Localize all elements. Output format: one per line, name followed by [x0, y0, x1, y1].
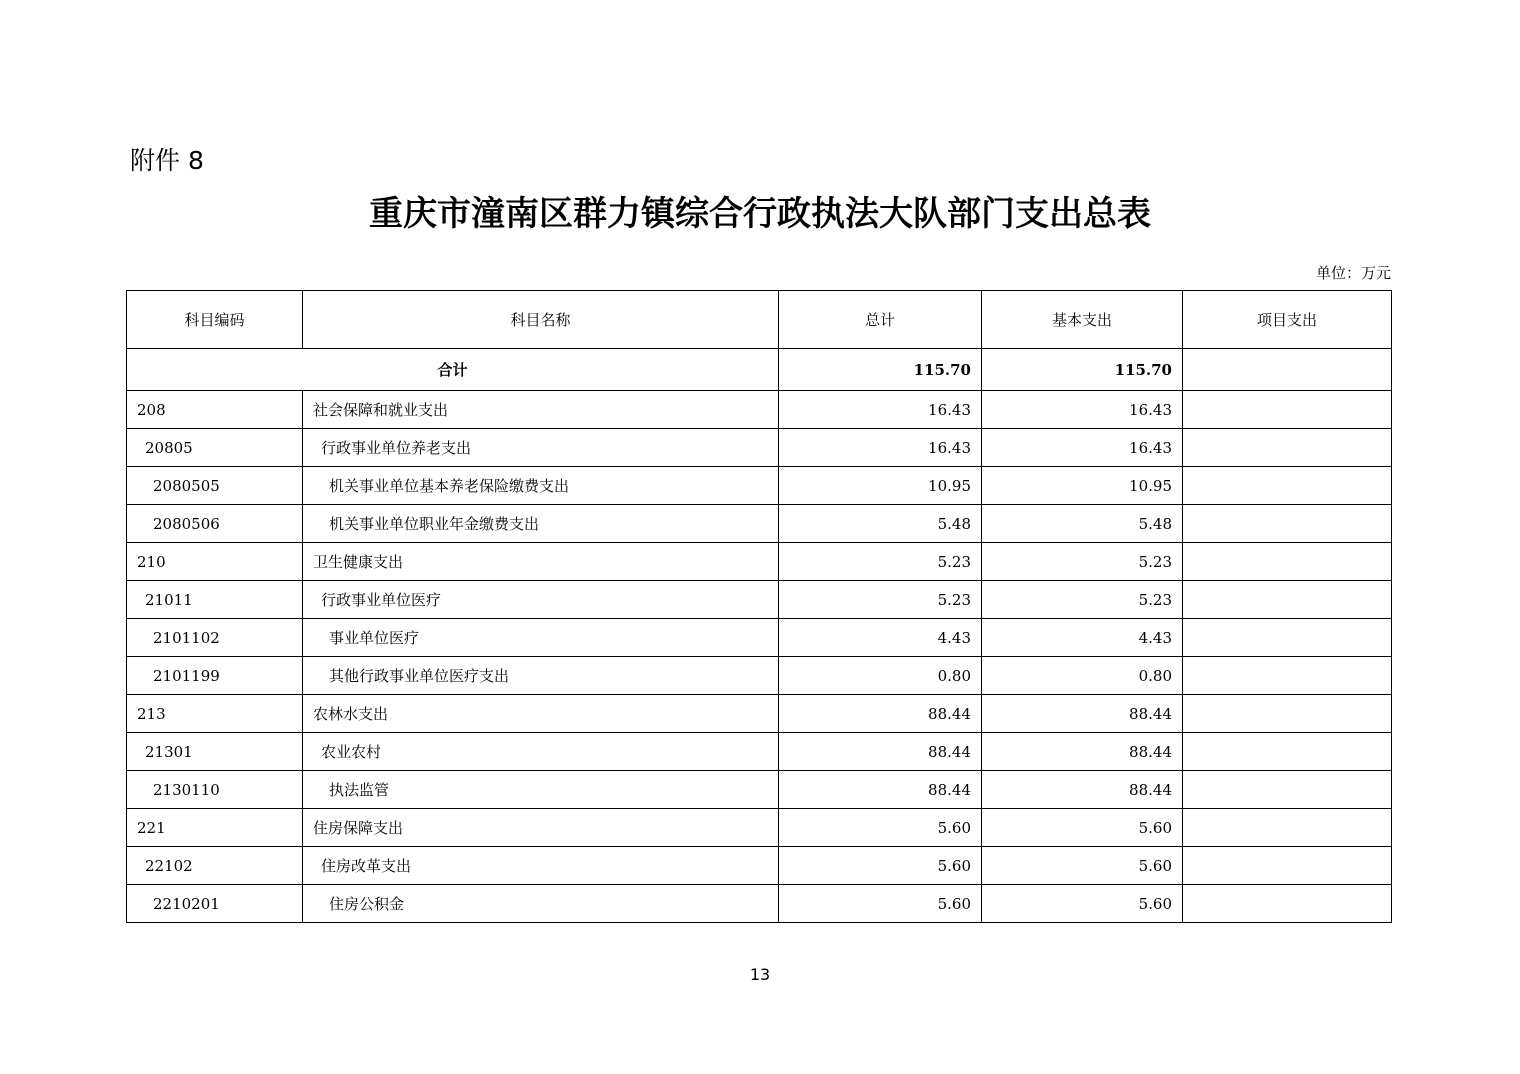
table-row: [127, 847, 1392, 885]
total-amount: 115.70: [779, 349, 982, 391]
cell-project: [1183, 619, 1392, 657]
cell-project: [1183, 847, 1392, 885]
cell-name: 机关事业单位基本养老保险缴费支出: [303, 467, 779, 505]
cell-total: 4.43: [779, 619, 982, 657]
cell-name: 社会保障和就业支出: [303, 391, 779, 429]
page-number: 13: [749, 965, 771, 984]
cell-project: [1183, 695, 1392, 733]
cell-project: [1183, 429, 1392, 467]
cell-name: 住房保障支出: [303, 809, 779, 847]
cell-total: 16.43: [779, 429, 982, 467]
cell-project: [1183, 391, 1392, 429]
cell-basic: 5.23: [982, 543, 1183, 581]
cell-total: 5.23: [779, 543, 982, 581]
cell-basic: 88.44: [982, 771, 1183, 809]
header-total: 总计: [779, 291, 982, 349]
header-project: 项目支出: [1183, 291, 1392, 349]
cell-basic: 5.60: [982, 885, 1183, 923]
cell-basic: 10.95: [982, 467, 1183, 505]
table-row: [127, 695, 1392, 733]
cell-total: 88.44: [779, 771, 982, 809]
cell-total: 5.48: [779, 505, 982, 543]
cell-basic: 5.23: [982, 581, 1183, 619]
cell-total: 5.60: [779, 809, 982, 847]
expense-table: [126, 290, 1392, 923]
cell-name: 农业农村: [303, 733, 779, 771]
cell-basic: 5.60: [982, 809, 1183, 847]
cell-basic: 5.60: [982, 847, 1183, 885]
total-row: [127, 349, 1392, 391]
cell-project: [1183, 733, 1392, 771]
cell-basic: 0.80: [982, 657, 1183, 695]
table-row: [127, 467, 1392, 505]
cell-project: [1183, 771, 1392, 809]
cell-name: 农林水支出: [303, 695, 779, 733]
cell-code: 221: [127, 809, 303, 847]
table-row: [127, 429, 1392, 467]
cell-code: 20805: [127, 429, 303, 467]
cell-code: 2080506: [127, 505, 303, 543]
attachment-label: 附件 8: [130, 146, 204, 175]
cell-code: 2101199: [127, 657, 303, 695]
cell-code: 2210201: [127, 885, 303, 923]
table-row: [127, 885, 1392, 923]
cell-code: 213: [127, 695, 303, 733]
cell-basic: 5.48: [982, 505, 1183, 543]
cell-code: 2101102: [127, 619, 303, 657]
cell-project: [1183, 885, 1392, 923]
cell-total: 5.60: [779, 885, 982, 923]
cell-basic: 88.44: [982, 733, 1183, 771]
cell-name: 住房改革支出: [303, 847, 779, 885]
table-row: [127, 391, 1392, 429]
cell-name: 其他行政事业单位医疗支出: [303, 657, 779, 695]
table-row: [127, 581, 1392, 619]
cell-project: [1183, 467, 1392, 505]
cell-project: [1183, 543, 1392, 581]
cell-code: 2080505: [127, 467, 303, 505]
cell-name: 住房公积金: [303, 885, 779, 923]
cell-basic: 16.43: [982, 391, 1183, 429]
table-row: [127, 543, 1392, 581]
cell-code: 21011: [127, 581, 303, 619]
table-header: [127, 291, 1392, 349]
cell-total: 88.44: [779, 695, 982, 733]
header-row: [127, 291, 1392, 349]
cell-total: 0.80: [779, 657, 982, 695]
cell-name: 卫生健康支出: [303, 543, 779, 581]
cell-code: 210: [127, 543, 303, 581]
unit-label: 单位：万元: [1315, 264, 1391, 282]
header-name: 科目名称: [303, 291, 779, 349]
total-project: [1183, 349, 1392, 391]
table-body: [127, 349, 1392, 923]
header-code: 科目编码: [127, 291, 303, 349]
table-row: [127, 505, 1392, 543]
total-label: 合计: [127, 349, 779, 391]
cell-total: 10.95: [779, 467, 982, 505]
cell-code: 208: [127, 391, 303, 429]
cell-project: [1183, 809, 1392, 847]
cell-total: 88.44: [779, 733, 982, 771]
cell-basic: 88.44: [982, 695, 1183, 733]
cell-total: 16.43: [779, 391, 982, 429]
cell-project: [1183, 581, 1392, 619]
header-basic: 基本支出: [982, 291, 1183, 349]
cell-project: [1183, 505, 1392, 543]
cell-basic: 4.43: [982, 619, 1183, 657]
table-row: [127, 733, 1392, 771]
cell-name: 行政事业单位养老支出: [303, 429, 779, 467]
cell-basic: 16.43: [982, 429, 1183, 467]
total-basic: 115.70: [982, 349, 1183, 391]
table-row: [127, 809, 1392, 847]
cell-total: 5.23: [779, 581, 982, 619]
table-row: [127, 771, 1392, 809]
cell-code: 2130110: [127, 771, 303, 809]
cell-total: 5.60: [779, 847, 982, 885]
cell-name: 行政事业单位医疗: [303, 581, 779, 619]
cell-name: 事业单位医疗: [303, 619, 779, 657]
cell-name: 执法监管: [303, 771, 779, 809]
cell-name: 机关事业单位职业年金缴费支出: [303, 505, 779, 543]
cell-code: 22102: [127, 847, 303, 885]
table-row: [127, 619, 1392, 657]
cell-project: [1183, 657, 1392, 695]
cell-code: 21301: [127, 733, 303, 771]
table-row: [127, 657, 1392, 695]
page-title: 重庆市潼南区群力镇综合行政执法大队部门支出总表: [369, 194, 1151, 234]
